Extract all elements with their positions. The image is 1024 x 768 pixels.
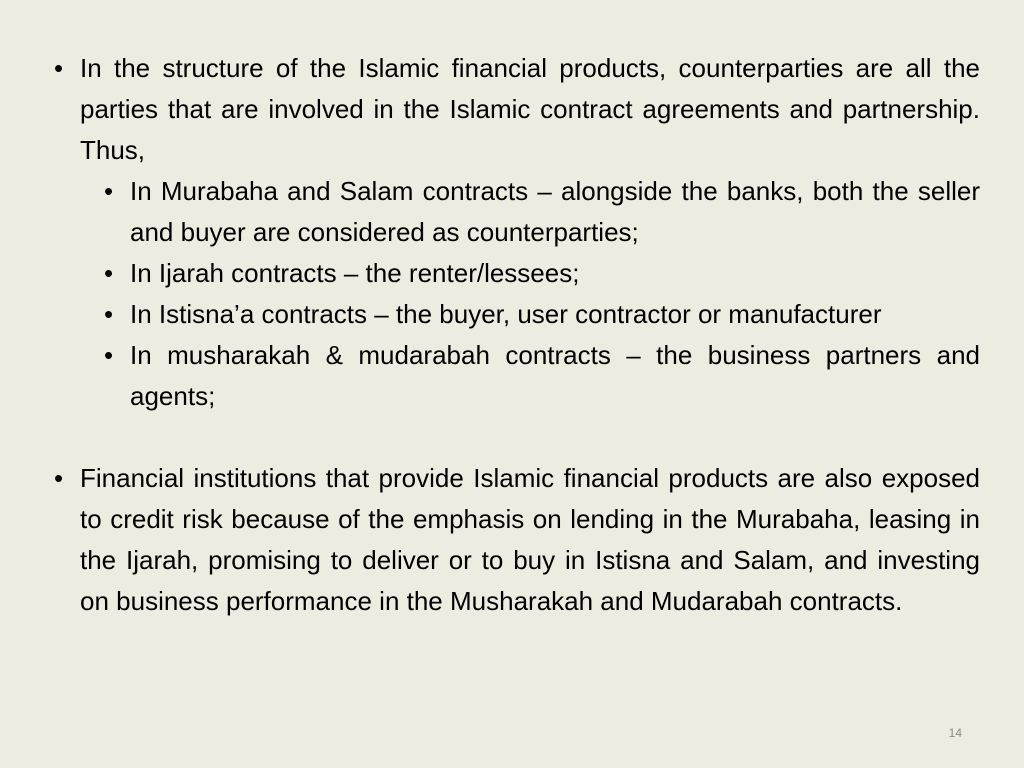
spacer <box>54 417 980 458</box>
sub-bullet-list <box>54 171 980 417</box>
slide-number: 14 <box>948 726 962 740</box>
sub-bullet-text: In Istisna’a contracts – the buyer, user contractor or manufacturer <box>130 299 882 329</box>
bullet-text: Financial institutions that provide Islamic financial products are also exposed to credit risk because of the emphasis on lending in the Murabaha, leasing in the Ijarah, promising to deliver or to buy in Istisna and Salam, and investing on business performance in the Musharakah and Mudarabah contracts. <box>80 463 980 616</box>
sub-bullet-text: In musharakah & mudarabah contracts – the business partners and agents; <box>130 340 980 411</box>
sub-bullet-istisna <box>104 294 980 335</box>
sub-bullet-text: In Murabaha and Salam contracts – alongside the banks, both the seller and buyer are considered as counterparties; <box>130 176 980 247</box>
sub-bullet-text: In Ijarah contracts – the renter/lessees; <box>130 258 580 288</box>
bullet-credit-risk <box>54 458 980 622</box>
sub-bullet-murabaha-salam <box>104 171 980 253</box>
sub-bullet-musharakah <box>104 335 980 417</box>
bullet-counterparties <box>54 48 980 171</box>
slide-content <box>54 48 980 622</box>
sub-bullet-ijarah <box>104 253 980 294</box>
bullet-text: In the structure of the Islamic financial products, counterparties are all the parties that are involved in the Islamic contract agreements and partnership. Thus, <box>80 53 980 165</box>
